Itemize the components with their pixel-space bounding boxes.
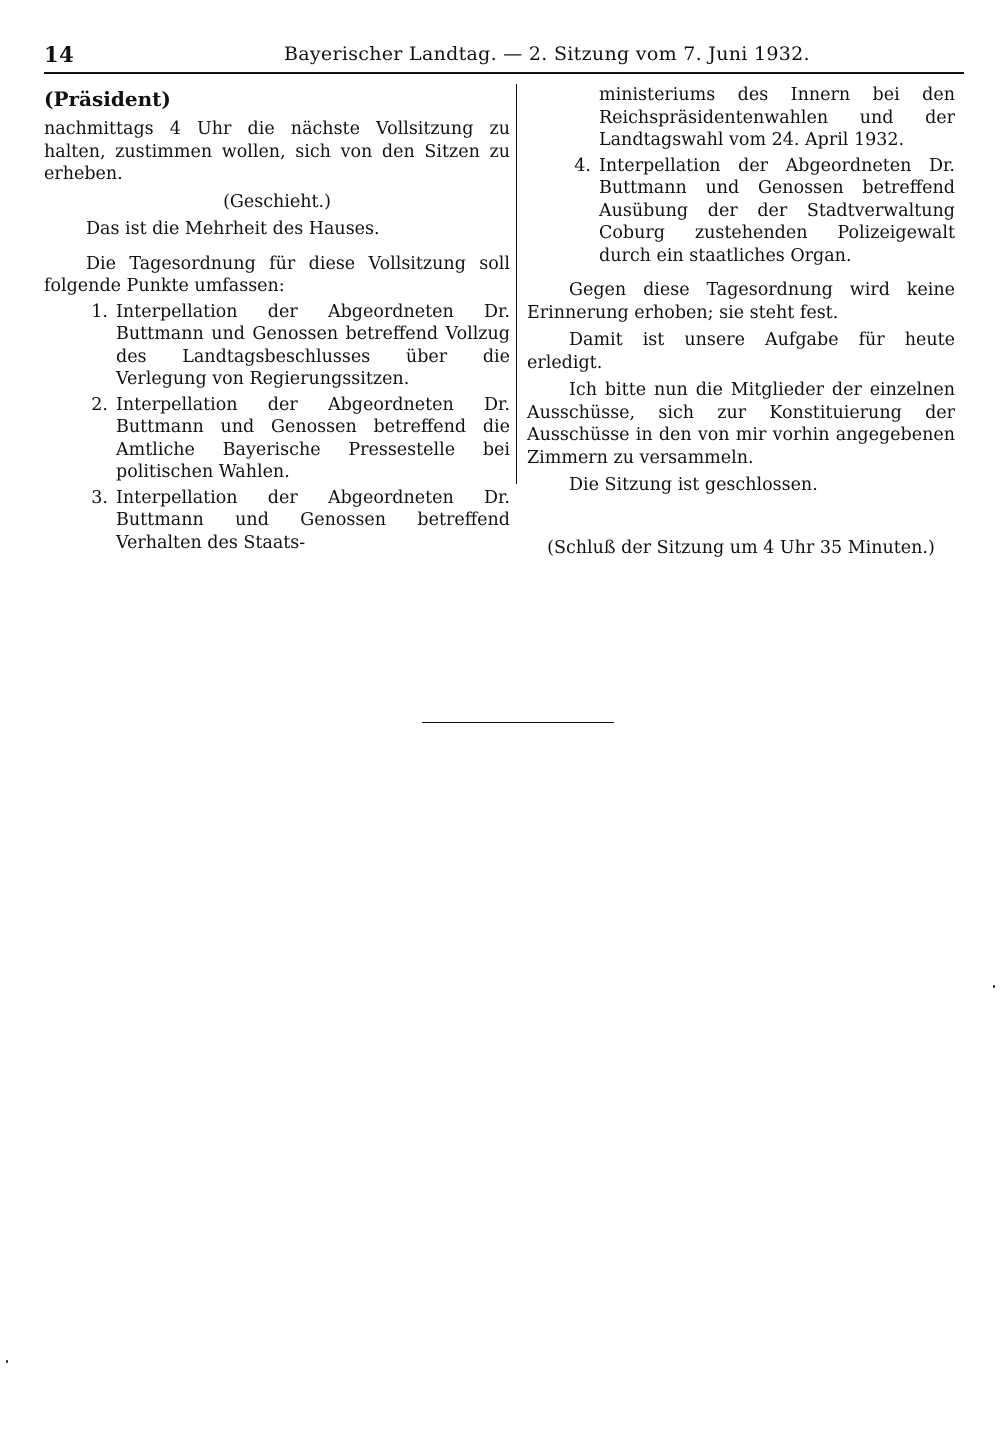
agenda-item-number: 3. bbox=[91, 487, 108, 508]
left-column bbox=[44, 84, 510, 554]
agenda-item-text: Interpellation der Abgeordneten Dr. Buttmann und Genossen betreffend Vollzug des Landtagsbeschlusses über die Verlegung von Regierungssitzen. bbox=[116, 301, 510, 389]
agenda-item bbox=[44, 301, 510, 391]
agenda-item-number: 1. bbox=[91, 301, 108, 322]
closing-note: (Schluß der Sitzung um 4 Uhr 35 Minuten.) bbox=[547, 537, 935, 558]
speaker-label: (Präsident) bbox=[44, 87, 171, 111]
paragraph: Damit ist unsere Aufgabe für heute erledigt. bbox=[527, 330, 955, 373]
paragraph: Die Sitzung ist geschlossen. bbox=[569, 475, 818, 495]
paragraph: nachmittags 4 Uhr die nächste Vollsitzung zu halten, zustimmen wollen, sich von den Sitzen zu erheben. bbox=[44, 119, 510, 184]
print-speck bbox=[6, 1360, 8, 1363]
right-column bbox=[527, 84, 955, 559]
page-header bbox=[44, 40, 964, 74]
agenda-item-number: 4. bbox=[574, 155, 591, 176]
agenda-item-continuation: ministeriums des Innern bei den Reichspräsidentenwahlen und der Landtagswahl vom 24. April 1932. bbox=[599, 85, 955, 150]
agenda-item-text: Interpellation der Abgeordneten Dr. Buttmann und Genossen betreffend Ausübung der der Stadtverwaltung Coburg zustehenden Polizeigewalt durch ein staatliches Organ. bbox=[599, 155, 955, 266]
agenda-item-text: Interpellation der Abgeordneten Dr. Buttmann und Genossen betreffend die Amtliche Bayerische Pressestelle bei politischen Wahlen. bbox=[116, 394, 510, 482]
paragraph: Gegen diese Tagesordnung wird keine Erinnerung erhoben; sie steht fest. bbox=[527, 280, 955, 323]
running-head: Bayerischer Landtag. — 2. Sitzung vom 7. Juni 1932. bbox=[284, 43, 810, 65]
agenda-item bbox=[44, 487, 510, 555]
agenda-item-number: 2. bbox=[91, 394, 108, 415]
agenda-item bbox=[44, 394, 510, 484]
column-divider bbox=[516, 84, 517, 484]
end-rule bbox=[422, 722, 614, 723]
agenda-item-text: Interpellation der Abgeordneten Dr. Buttmann und Genossen betreffend Verhalten des Staats- bbox=[116, 487, 510, 553]
paragraph: Die Tagesordnung für diese Vollsitzung soll folgende Punkte umfassen: bbox=[44, 253, 510, 296]
agenda-item bbox=[527, 155, 955, 268]
paragraph: Das ist die Mehrheit des Hauses. bbox=[86, 219, 380, 239]
print-speck bbox=[993, 985, 995, 988]
page-number: 14 bbox=[44, 42, 75, 67]
paragraph: Ich bitte nun die Mitglieder der einzelnen Ausschüsse, sich zur Konstituierung der Ausschüsse in den von mir vorhin angegebenen Zimmern zu versammeln. bbox=[527, 380, 955, 468]
stage-direction: (Geschieht.) bbox=[223, 191, 331, 212]
